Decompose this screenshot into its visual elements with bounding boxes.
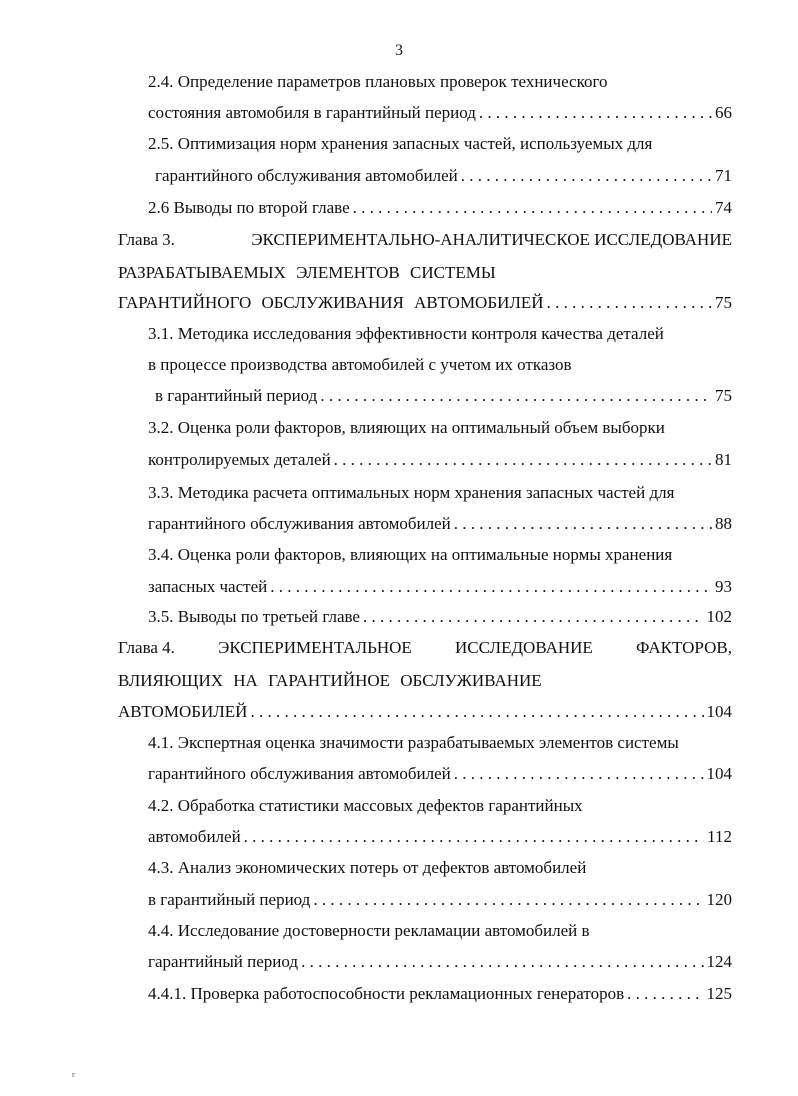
chapter-label: Глава 3. <box>118 230 175 249</box>
chapter-title-word: ЭКСПЕРИМЕНТАЛЬНОЕ <box>218 638 412 657</box>
leader-dots <box>244 826 704 848</box>
toc-chapter-4-line3 <box>118 701 732 723</box>
toc-entry-4-1-line1: 4.1. Экспертная оценка значимости разрабатываемых элементов системы <box>148 733 679 752</box>
toc-page-number: 88 <box>715 514 732 533</box>
toc-page-number: 102 <box>706 607 732 626</box>
toc-entry-4-4-line1: 4.4. Исследование достоверности рекламации автомобилей в <box>148 921 590 940</box>
toc-page-number: 66 <box>715 103 732 122</box>
scan-artifact-mark: г <box>72 1070 76 1079</box>
toc-chapter-3-line3 <box>118 292 732 314</box>
toc-entry-3-2-line2 <box>148 449 732 471</box>
toc-page-number: 81 <box>715 450 732 469</box>
toc-page-number: 75 <box>715 293 732 312</box>
leader-dots <box>547 292 712 314</box>
toc-entry-4-2-line2 <box>148 826 732 848</box>
toc-entry-4-2-line1: 4.2. Обработка статистики массовых дефектов гарантийных <box>148 796 583 815</box>
chapter-label: Глава 4. <box>118 638 175 657</box>
toc-page-number: 120 <box>706 890 732 909</box>
toc-entry-4-1-line2 <box>148 763 732 785</box>
toc-page-number: 112 <box>707 827 732 846</box>
toc-entry-2-4-line1: 2.4. Определение параметров плановых проверок технического <box>148 72 608 91</box>
toc-entry-text: контролируемых деталей <box>148 450 331 469</box>
toc-entry-2-5-line1: 2.5. Оптимизация норм хранения запасных частей, используемых для <box>148 134 653 153</box>
toc-chapter-4-line1 <box>118 637 732 659</box>
toc-entry-text: гарантийного обслуживания автомобилей <box>148 764 451 783</box>
toc-entry-2-4-line2 <box>148 102 732 124</box>
leader-dots <box>454 513 712 535</box>
toc-page-number: 104 <box>706 764 732 783</box>
toc-entry-3-5 <box>148 606 732 628</box>
chapter-title-word: ИССЛЕДОВАНИЕ <box>455 638 593 657</box>
leader-dots <box>461 165 712 187</box>
toc-page-number: 104 <box>706 702 732 721</box>
toc-page-number: 75 <box>715 386 732 405</box>
toc-entry-2-6 <box>148 197 732 219</box>
toc-chapter-3-line1 <box>118 229 732 251</box>
leader-dots <box>353 197 712 219</box>
toc-entry-text: 2.6 Выводы по второй главе <box>148 198 350 217</box>
toc-entry-3-1-line3 <box>155 385 732 407</box>
toc-entry-text: 3.5. Выводы по третьей главе <box>148 607 360 626</box>
chapter-title-word: ФАКТОРОВ, <box>636 638 732 657</box>
toc-entry-text: 4.4.1. Проверка работоспособности рекламационных генераторов <box>148 984 625 1003</box>
toc-entry-text: АВТОМОБИЛЕЙ <box>118 702 248 721</box>
toc-chapter-4-line2: ВЛИЯЮЩИХ НА ГАРАНТИЙНОЕ ОБСЛУЖИВАНИЕ <box>118 671 542 690</box>
toc-entry-3-1-line2: в процессе производства автомобилей с учетом их отказов <box>148 355 572 374</box>
toc-entry-4-4-line2 <box>148 951 732 973</box>
toc-entry-4-3-line1: 4.3. Анализ экономических потерь от дефектов автомобилей <box>148 858 587 877</box>
toc-page-number: 74 <box>715 198 732 217</box>
toc-entry-3-1-line1: 3.1. Методика исследования эффективности контроля качества деталей <box>148 324 664 343</box>
leader-dots <box>313 889 703 911</box>
toc-entry-4-4-1 <box>148 983 732 1005</box>
toc-entry-text: гарантийного обслуживания автомобилей <box>148 514 451 533</box>
toc-entry-text: автомобилей <box>148 827 241 846</box>
toc-entry-3-4-line2 <box>148 576 732 598</box>
toc-entry-text: гарантийного обслуживания автомобилей <box>155 166 458 185</box>
toc-entry-text: запасных частей <box>148 577 268 596</box>
toc-chapter-3-line2: РАЗРАБАТЫВАЕМЫХ ЭЛЕМЕНТОВ СИСТЕМЫ <box>118 263 496 282</box>
leader-dots <box>301 951 703 973</box>
toc-entry-2-5-line2 <box>155 165 732 187</box>
leader-dots <box>320 385 712 407</box>
page-number: 3 <box>395 42 403 59</box>
toc-entry-3-3-line2 <box>148 513 732 535</box>
toc-page-number: 125 <box>706 984 732 1003</box>
toc-entry-3-3-line1: 3.3. Методика расчета оптимальных норм хранения запасных частей для <box>148 483 675 502</box>
toc-entry-3-4-line1: 3.4. Оценка роли факторов, влияющих на оптимальные нормы хранения <box>148 545 673 564</box>
toc-page-number: 71 <box>715 166 732 185</box>
leader-dots <box>454 763 704 785</box>
leader-dots <box>363 606 704 628</box>
leader-dots <box>250 701 703 723</box>
toc-entry-text: состояния автомобиля в гарантийный период <box>148 103 476 122</box>
leader-dots <box>334 449 712 471</box>
toc-entry-text: в гарантийный период <box>155 386 318 405</box>
leader-dots <box>270 576 712 598</box>
toc-entry-text: гарантийный период <box>148 952 299 971</box>
leader-dots <box>627 983 703 1005</box>
toc-entry-4-3-line2 <box>148 889 732 911</box>
toc-page-number: 124 <box>706 952 732 971</box>
toc-entry-3-2-line1: 3.2. Оценка роли факторов, влияющих на оптимальный объем выборки <box>148 418 665 437</box>
leader-dots <box>479 102 712 124</box>
toc-page-number: 93 <box>715 577 732 596</box>
toc-entry-text: в гарантийный период <box>148 890 311 909</box>
toc-entry-text: ГАРАНТИЙНОГО ОБСЛУЖИВАНИЯ АВТОМОБИЛЕЙ <box>118 293 544 312</box>
chapter-title: ЭКСПЕРИМЕНТАЛЬНО-АНАЛИТИЧЕСКОЕ ИССЛЕДОВАНИЕ <box>251 230 732 249</box>
